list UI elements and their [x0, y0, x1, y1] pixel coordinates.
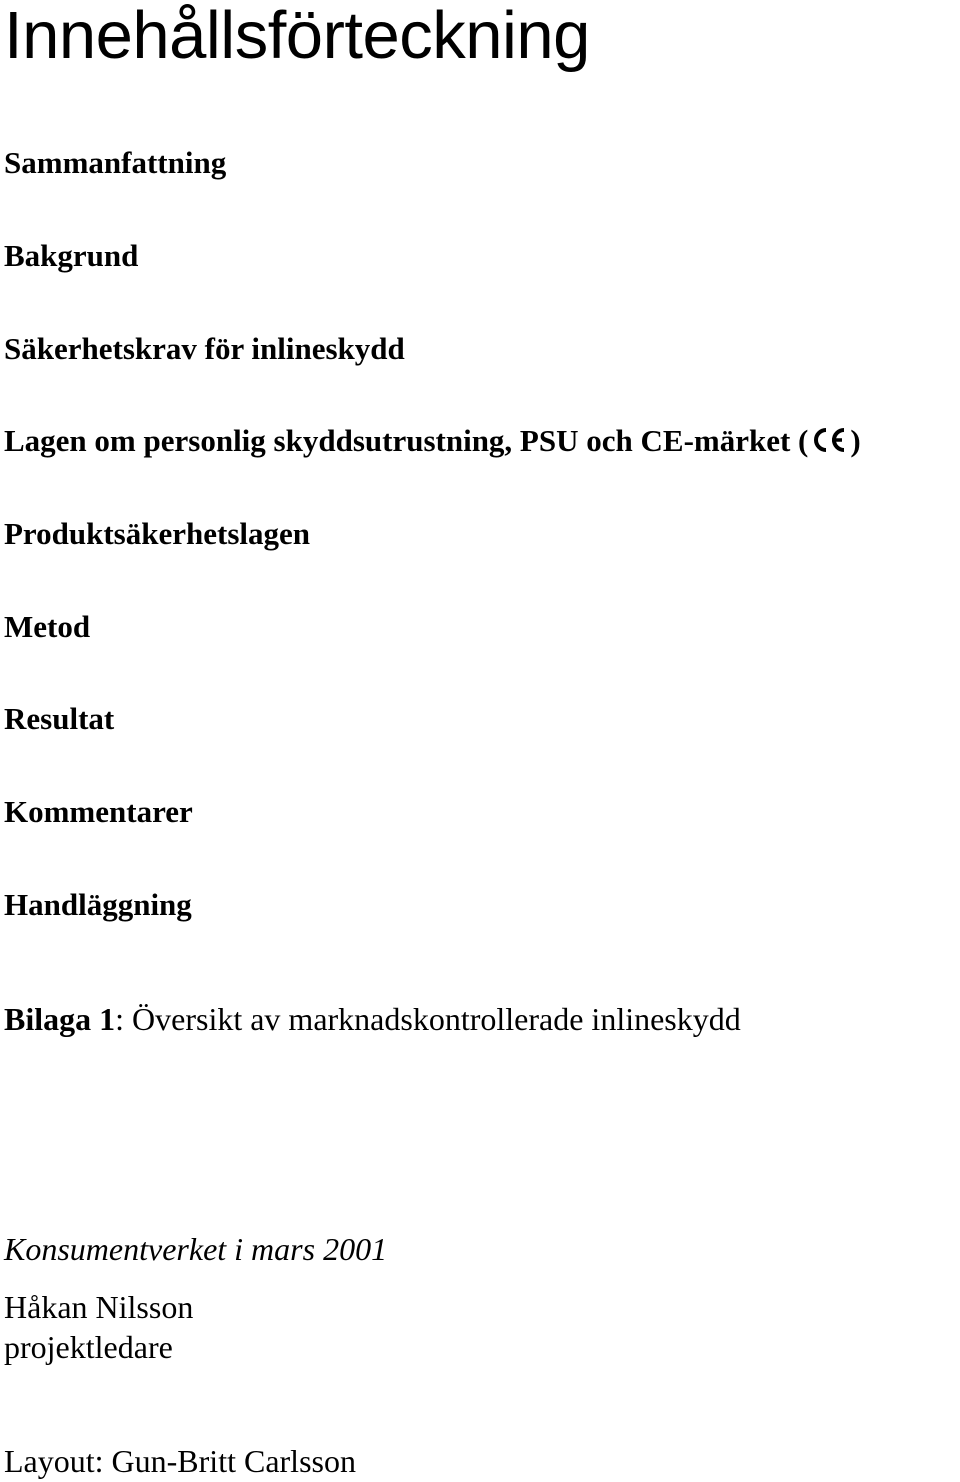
- toc-item-handling: Handläggning: [4, 887, 192, 922]
- toc-item-ppe-law: [4, 422, 861, 459]
- author-name: Håkan Nilsson: [4, 1289, 194, 1325]
- layout-credit: Layout: Gun-Britt Carlsson: [4, 1443, 356, 1479]
- toc-item-appendix: [4, 1000, 741, 1038]
- publisher-date: Konsumentverket i mars 2001: [4, 1231, 388, 1267]
- author-role: projektledare: [4, 1329, 173, 1365]
- toc-item-safety-requirements: Säkerhetskrav för inlineskydd: [4, 331, 405, 366]
- toc-item-ppe-law-close: ): [850, 423, 861, 458]
- toc-item-ppe-law-text: Lagen om personlig skyddsutrustning, PSU och CE-märket (: [4, 423, 809, 458]
- appendix-title: : Översikt av marknadskontrollerade inlineskydd: [115, 1001, 741, 1037]
- toc-item-background: Bakgrund: [4, 238, 139, 273]
- toc-item-comments: Kommentarer: [4, 794, 193, 829]
- toc-item-summary: Sammanfattning: [4, 145, 227, 180]
- appendix-label: Bilaga 1: [4, 1001, 116, 1037]
- page-title: Innehållsförteckning: [4, 0, 590, 73]
- toc-item-result: Resultat: [4, 701, 115, 736]
- ce-mark-icon: [810, 426, 848, 454]
- toc-item-product-safety-law: Produktsäkerhetslagen: [4, 516, 311, 551]
- toc-item-method: Metod: [4, 609, 91, 644]
